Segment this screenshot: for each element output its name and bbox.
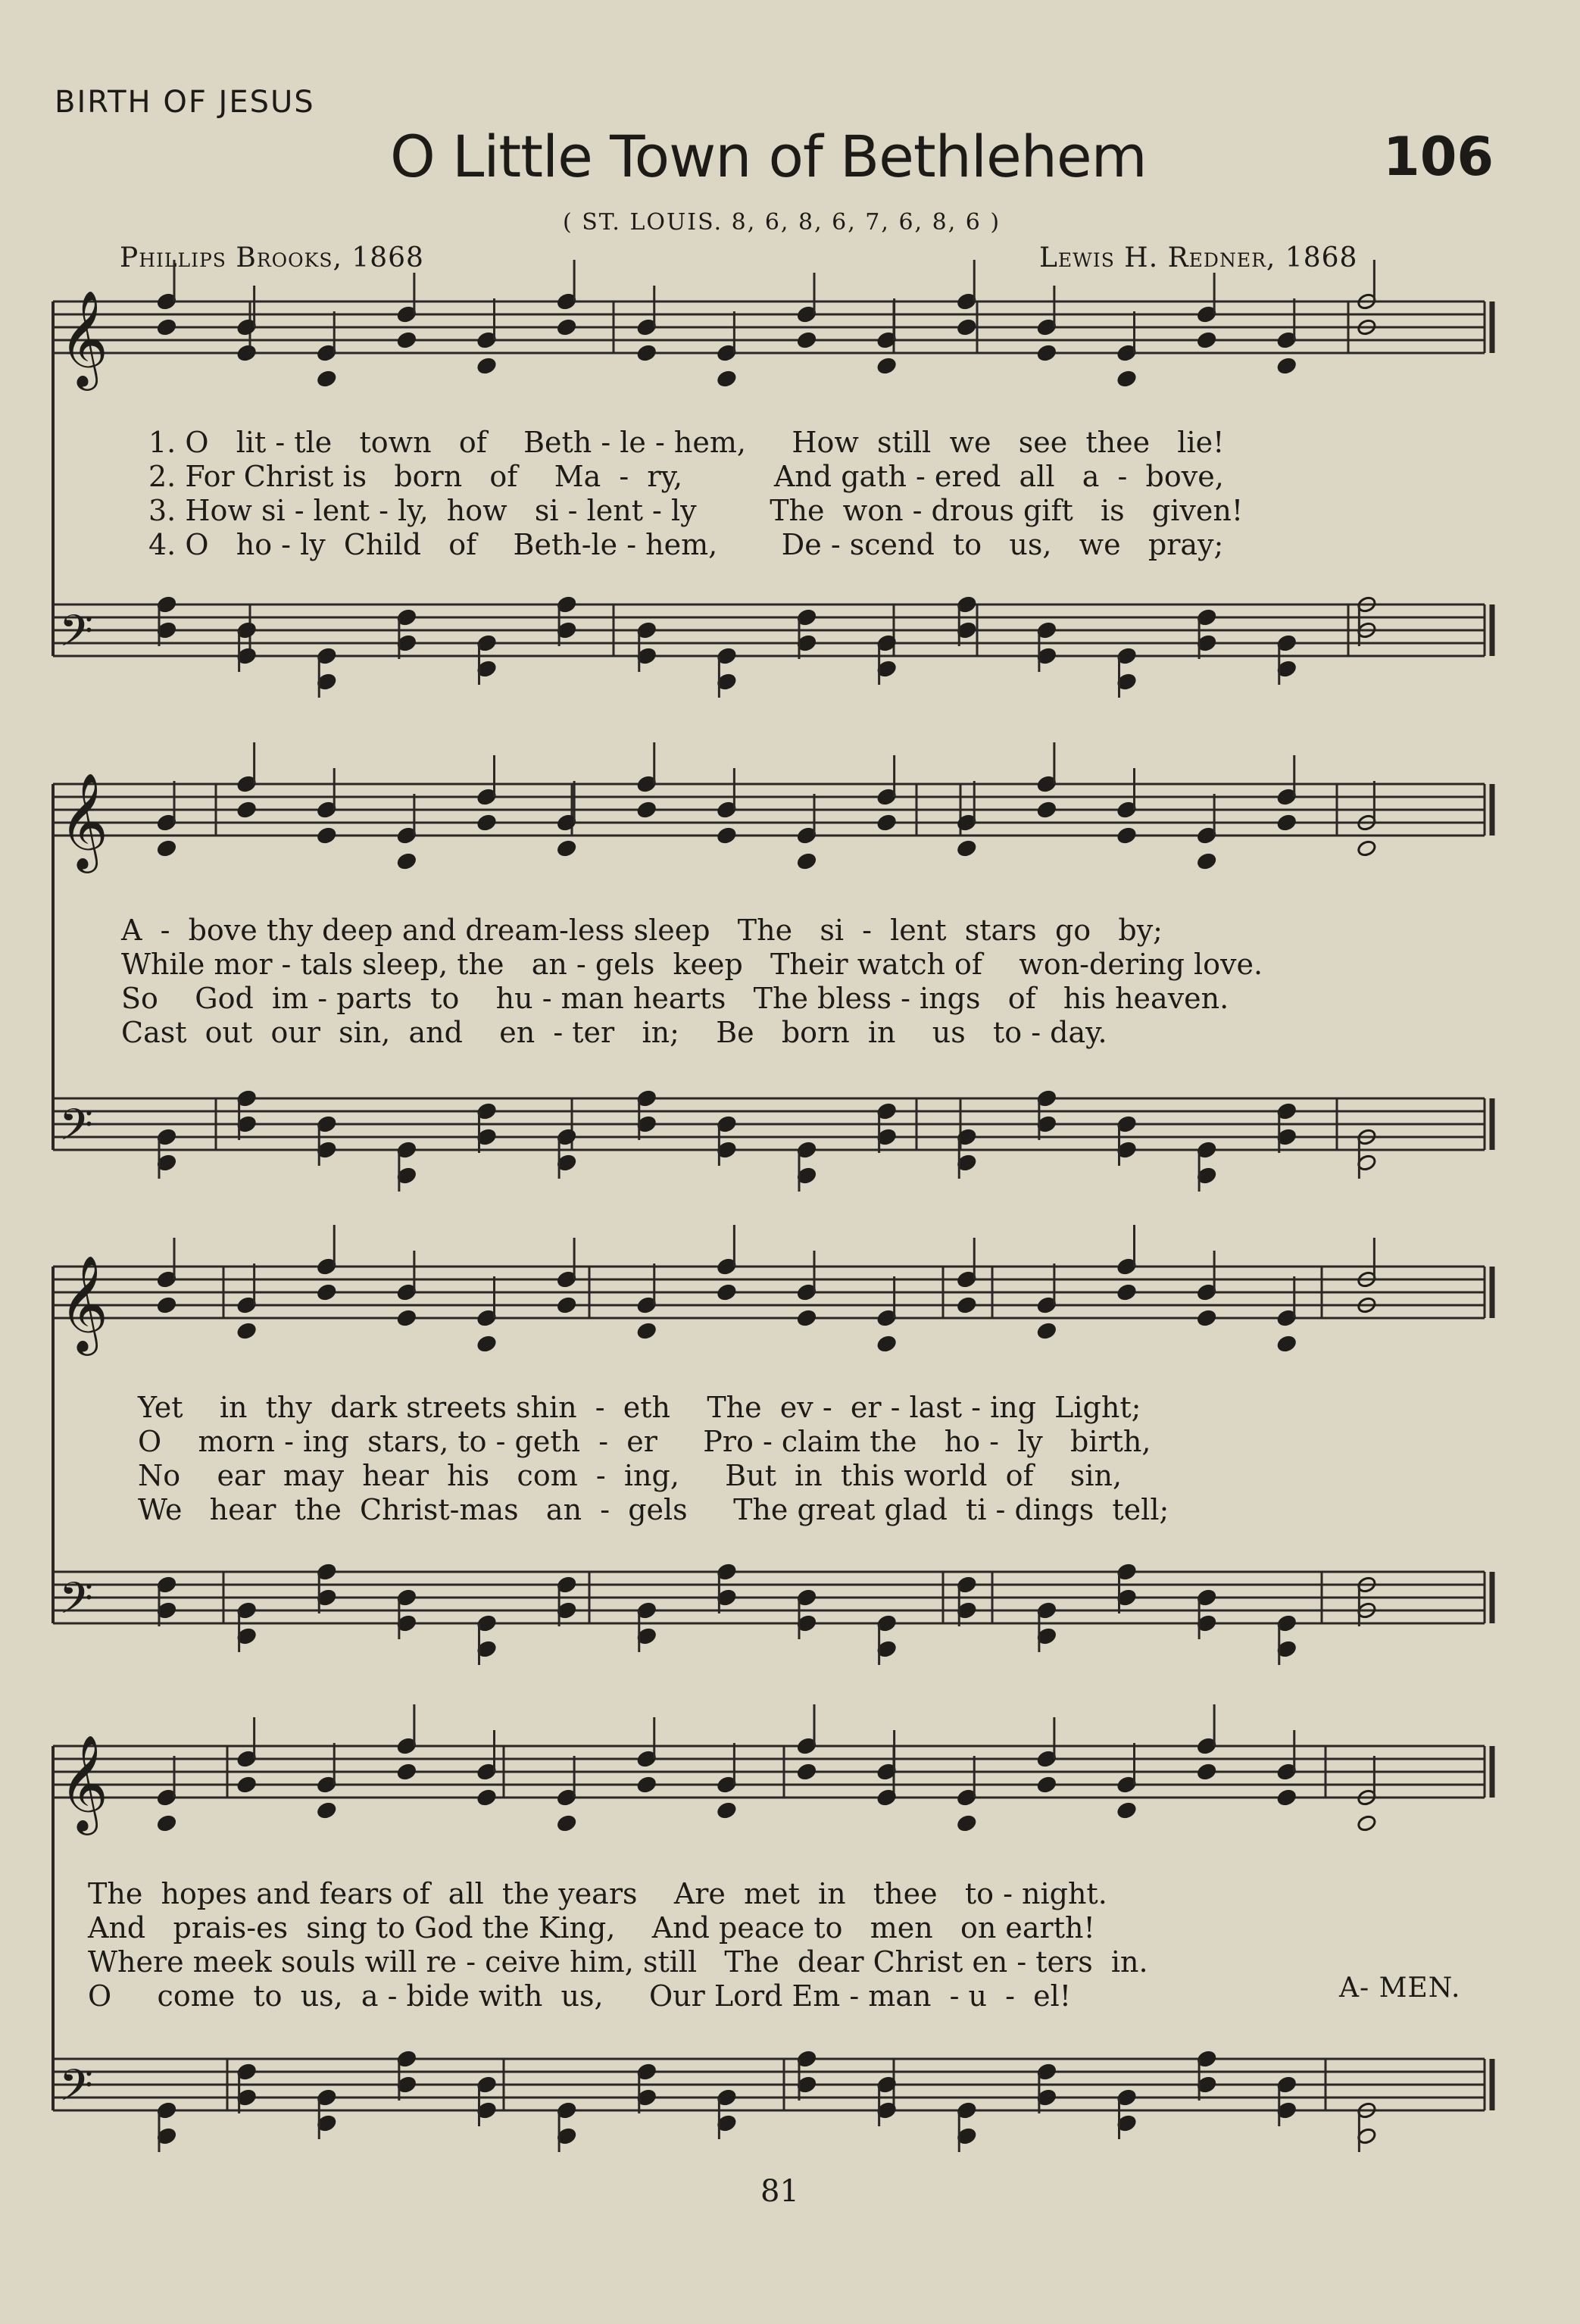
note-head [476, 1788, 497, 1807]
note-head [636, 1776, 657, 1794]
note-head [1116, 1283, 1137, 1301]
note-head [797, 1309, 817, 1327]
note-head [957, 318, 977, 336]
verse-line-3: So God im - parts to hu - man hearts The bless - ings of his heaven. [121, 982, 1229, 1015]
note-head [957, 839, 977, 857]
note-head [157, 1296, 177, 1314]
note-head [1276, 1788, 1297, 1807]
note-head [157, 318, 177, 336]
note-head [1276, 1335, 1297, 1353]
note-head [876, 1335, 897, 1353]
treble-clef-icon: 𝄞 [59, 1734, 109, 1831]
verse-line-2: 2. For Christ is born of Ma - ry, And gath - ered all a - bove, [148, 460, 1224, 493]
note-head [1037, 801, 1057, 819]
note-head [236, 1776, 257, 1794]
note-head [1116, 1801, 1137, 1820]
note-head [397, 1763, 417, 1781]
verse-line-3: No ear may hear his com - ing, But in this world of sin, [138, 1459, 1123, 1492]
page-number: 81 [760, 2174, 799, 2209]
note-head [476, 1335, 497, 1353]
note-head [317, 826, 337, 845]
note-head [797, 1763, 817, 1781]
note-head [1357, 839, 1377, 857]
treble-clef-icon: 𝄞 [59, 1254, 109, 1351]
verse-line-3: 3. How si - lent - ly, how si - lent - ly The won - drous gift is given! [148, 494, 1244, 527]
note-head [1357, 1814, 1377, 1832]
note-head [317, 1283, 337, 1301]
note-head [1197, 1309, 1217, 1327]
verse-line-4: Cast out our sin, and en - ter in; Be born in us to - day. [121, 1016, 1107, 1049]
composer-credit: Lewis H. Redner, 1868 [1039, 242, 1358, 273]
note-head [236, 801, 257, 819]
amen-text: A- MEN. [1339, 1973, 1461, 2004]
note-head [717, 826, 737, 845]
verse-line-2: O morn - ing stars, to - geth - er Pro - claim the ho - ly birth, [138, 1425, 1151, 1458]
note-head [1197, 1763, 1217, 1781]
hymn-title: O Little Town of Bethlehem [390, 123, 1147, 190]
note-head [1037, 1322, 1057, 1340]
note-head [636, 344, 657, 362]
note-head [636, 1322, 657, 1340]
verse-line-2: While mor - tals sleep, the an - gels keep Their watch of won-dering love. [121, 948, 1263, 981]
note-head [1276, 814, 1297, 832]
note-head [236, 344, 257, 362]
treble-clef-icon: 𝄞 [59, 772, 109, 869]
note-head [397, 852, 417, 870]
note-head [876, 357, 897, 375]
note-head [876, 814, 897, 832]
note-head [317, 370, 337, 388]
verse-line-1: 1. O lit - tle town of Beth - le - hem, How still we see thee lie! [148, 426, 1225, 459]
verse-line-1: A - bove thy deep and dream-less sleep The si - lent stars go by; [121, 914, 1163, 947]
note-head [717, 1801, 737, 1820]
note-head [557, 1296, 577, 1314]
hymn-number: 106 [1383, 126, 1494, 188]
note-head [157, 839, 177, 857]
verse-line-3: Where meek souls will re - ceive him, still The dear Christ en - ters in. [88, 1945, 1148, 1979]
note-head [157, 1814, 177, 1832]
verse-line-4: We hear the Christ-mas an - gels The great glad ti - dings tell; [138, 1493, 1169, 1526]
note-head [636, 801, 657, 819]
bass-clef-icon: 𝄢 [59, 605, 94, 667]
note-head [476, 357, 497, 375]
bass-clef-icon: 𝄢 [59, 1573, 94, 1635]
verse-line-4: 4. O ho - ly Child of Beth-le - hem, De - scend to us, we pray; [148, 528, 1224, 561]
note-head [557, 1814, 577, 1832]
note-head [1116, 826, 1137, 845]
note-head [1197, 331, 1217, 349]
author-credit: Phillips Brooks, 1868 [120, 242, 424, 273]
note-head [557, 839, 577, 857]
note-head [397, 331, 417, 349]
treble-clef-icon: 𝄞 [59, 289, 109, 386]
note-head [1037, 344, 1057, 362]
note-head [1037, 1776, 1057, 1794]
note-head [717, 1283, 737, 1301]
verse-line-2: And prais-es sing to God the King, And peace to men on earth! [88, 1911, 1095, 1944]
verse-line-4: O come to us, a - bide with us, Our Lord Em - man - u - el! [88, 1979, 1072, 2013]
note-head [957, 1814, 977, 1832]
note-head [1116, 370, 1137, 388]
note-head [236, 1322, 257, 1340]
note-head [797, 852, 817, 870]
note-head [397, 1309, 417, 1327]
tune-meter: ( ST. LOUIS. 8, 6, 8, 6, 7, 6, 8, 6 ) [563, 209, 1001, 236]
note-head [797, 331, 817, 349]
bass-clef-icon: 𝄢 [59, 2060, 94, 2122]
note-head [476, 814, 497, 832]
note-head [717, 370, 737, 388]
note-head [1197, 852, 1217, 870]
note-head [957, 1296, 977, 1314]
verse-line-1: The hopes and fears of all the years Are met in thee to - night. [88, 1877, 1107, 1910]
note-head [1276, 357, 1297, 375]
bass-clef-icon: 𝄢 [59, 1099, 94, 1161]
note-head [557, 318, 577, 336]
verse-line-1: Yet in thy dark streets shin - eth The ev - er - last - ing Light; [138, 1391, 1141, 1424]
note-head [317, 1801, 337, 1820]
section-label: BIRTH OF JESUS [55, 85, 315, 120]
